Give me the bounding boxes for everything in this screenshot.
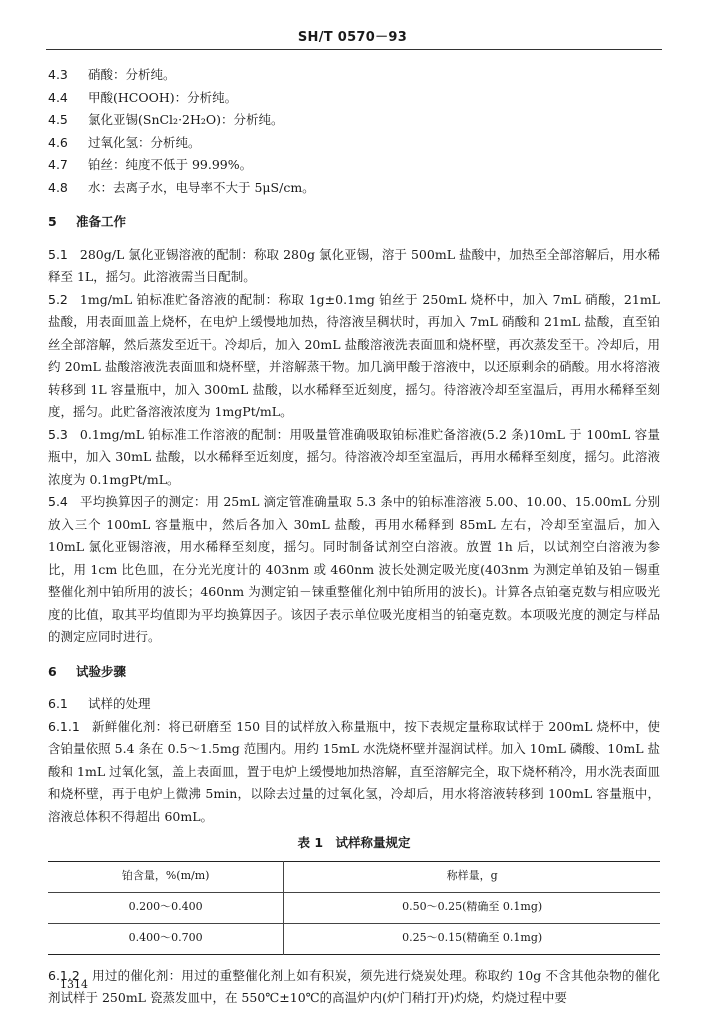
item-text: 甲酸(HCOOH)：分析纯。 xyxy=(88,89,238,105)
paragraph-text: 280g/L 氯化亚锡溶液的配制：称取 280g 氯化亚锡，溶于 500mL 盐酸中，加热至全部溶解后，用水稀释至 1L，摇匀。此溶液需当日配制。 xyxy=(48,246,660,284)
paragraph-text: 平均换算因子的测定：用 25mL 滴定管准确量取 5.3 条中的铂标准溶液 5.00、10.00、15.00mL 分别放入三个 100mL 容量瓶中，然后各加入 30mL 盐酸，再用水稀释到 85mL 左右，冷却至室温后，加入 10mL 氯化亚锡溶液，用水稀释至刻度，摇匀。同时制备试剂空白溶液。放置 1h 后，以试剂空白溶液为参比，用 1cm 比色皿，在分光光度计的 403nm 或 460nm 波长处测定吸光度(403nm 为测定单铂及铂－锡重整催化剂中铂所用的波长；460nm 为测定铂－铼重整催化剂中铂所用的波长)。计算各点铂毫克数与相应吸光度的比值，取其平均值即为平均换算因子。该因子表示单位吸光度相当的铂毫克数。本项吸光度的测定与样品的测定应同时进行。 xyxy=(48,494,660,644)
reagent-item-4-4 xyxy=(48,87,660,110)
item-number: 4.5 xyxy=(48,112,68,127)
paragraph-number: 6.1.2 xyxy=(48,967,80,983)
paragraph-number: 5.3 xyxy=(48,426,68,442)
paragraph-6-1-2 xyxy=(48,965,660,1010)
reagent-item-4-3 xyxy=(48,64,660,87)
section-heading-6 xyxy=(48,661,660,684)
item-number: 4.7 xyxy=(48,157,68,172)
table-cell: 0.25～0.15(精确至 0.1mg) xyxy=(284,923,660,954)
paragraph-text: 用过的催化剂：用过的重整催化剂上如有积炭，须先进行烧炭处理。称取约 10g 不含其他杂物的催化剂试样于 250mL 瓷蒸发皿中，在 550℃±10℃的高温炉内(炉门稍打开)灼烧，灼烧过程中要 xyxy=(48,967,660,1005)
table-row xyxy=(48,923,660,954)
section-number: 6 xyxy=(48,663,57,679)
paragraph-5-1 xyxy=(48,244,660,289)
table-title: 表 1 试样称量规定 xyxy=(297,835,411,850)
section-heading-5 xyxy=(48,211,660,234)
table-header-cell: 铂含量，%(m/m) xyxy=(48,861,284,892)
section-title: 准备工作 xyxy=(76,214,127,229)
page-header: SH/T 0570－93 xyxy=(297,30,408,45)
item-text: 过氧化氢：分析纯。 xyxy=(88,134,201,150)
paragraph-text: 1mg/mL 铂标准贮备溶液的配制：称取 1g±0.1mg 铂丝于 250mL 烧杯中，加入 7mL 硝酸，21mL 盐酸，用表面皿盖上烧杯，在电炉上缓慢地加热，待溶液呈稠状时，再加入 7mL 硝酸和 21mL 盐酸，直至铂丝全部溶解，然后蒸发至近干。冷却后，加入 20mL 盐酸溶液洗表面皿和烧杯壁，再次蒸发至干。冷却后，用约 20mL 盐酸溶液洗表面皿和烧杯壁，并溶解蒸干物。加几滴甲酸于溶液中，以还原剩余的硝酸。用水将溶液转移到 1L 容量瓶中，加入 300mL 盐酸，以水稀释至近刻度，摇匀。待溶液冷却至室温后，再用水稀释至刻度，摇匀。此贮备溶液浓度为 1mgPt/mL。 xyxy=(48,291,660,419)
paragraph-number: 5.4 xyxy=(48,494,68,509)
item-number: 4.8 xyxy=(48,179,68,195)
item-text: 水：去离子水，电导率不大于 5μS/cm。 xyxy=(88,179,315,195)
page-number: 1314 xyxy=(60,978,88,991)
item-number: 4.4 xyxy=(48,89,68,105)
table-row xyxy=(48,892,660,923)
item-text: 硝酸：分析纯。 xyxy=(88,67,176,82)
reagent-list xyxy=(48,64,660,199)
header-rule xyxy=(46,49,662,50)
subsection-heading-6-1 xyxy=(48,693,660,716)
sample-weight-table xyxy=(48,861,660,955)
reagent-item-4-7 xyxy=(48,154,660,177)
reagent-item-4-8 xyxy=(48,177,660,200)
paragraph-5-4 xyxy=(48,491,660,649)
section-title: 试验步骤 xyxy=(76,663,127,679)
paragraph-text: 0.1mg/mL 铂标准工作溶液的配制：用吸量管准确吸取铂标准贮备溶液(5.2 条)10mL 于 100mL 容量瓶中，加入 30mL 盐酸，以水稀释至近刻度，摇匀。待溶液冷却至室温后，再用水稀释至刻度，摇匀。此溶液浓度为 0.1mgPt/mL。 xyxy=(48,426,660,487)
paragraph-5-3 xyxy=(48,424,660,492)
table-header-cell: 称样量，g xyxy=(284,861,660,892)
item-number: 4.6 xyxy=(48,134,68,150)
item-text: 氯化亚锡(SnCl₂·2H₂O)：分析纯。 xyxy=(88,112,284,127)
paragraph-text: 新鲜催化剂：将已研磨至 150 目的试样放入称量瓶中，按下表规定量称取试样于 200mL 烧杯中，使含铂量依照 5.4 条在 0.5～1.5mg 范围内。用约 15mL 水洗烧杯壁并湿润试样。加入 10mL 磷酸、10mL 盐酸和 1mL 过氧化氢，盖上表面皿，置于电炉上缓慢地加热溶解，直至溶解完全，取下烧杯稍冷，用水洗表面皿和烧杯壁，再于电炉上微沸 5min，以除去过量的过氧化氢，冷却后，用水将溶液转移到 100mL 容量瓶中，溶液总体积不得超出 60mL。 xyxy=(48,718,660,824)
table-header-row xyxy=(48,861,660,892)
reagent-item-4-5 xyxy=(48,109,660,132)
paragraph-number: 5.2 xyxy=(48,291,68,307)
subsection-number: 6.1 xyxy=(48,696,68,711)
table-cell: 0.50～0.25(精确至 0.1mg) xyxy=(284,892,660,923)
table-cell: 0.400～0.700 xyxy=(128,931,203,945)
subsection-title: 试样的处理 xyxy=(88,696,151,711)
paragraph-number: 6.1.1 xyxy=(48,718,80,734)
reagent-item-4-6 xyxy=(48,132,660,155)
item-text: 铂丝：纯度不低于 99.99%。 xyxy=(88,157,253,172)
table-cell: 0.200～0.400 xyxy=(48,892,284,923)
paragraph-6-1-1 xyxy=(48,716,660,829)
page-content xyxy=(48,64,660,1010)
section-number: 5 xyxy=(48,214,57,229)
paragraph-number: 5.1 xyxy=(48,246,68,262)
item-number: 4.3 xyxy=(48,67,68,82)
paragraph-5-2 xyxy=(48,289,660,424)
